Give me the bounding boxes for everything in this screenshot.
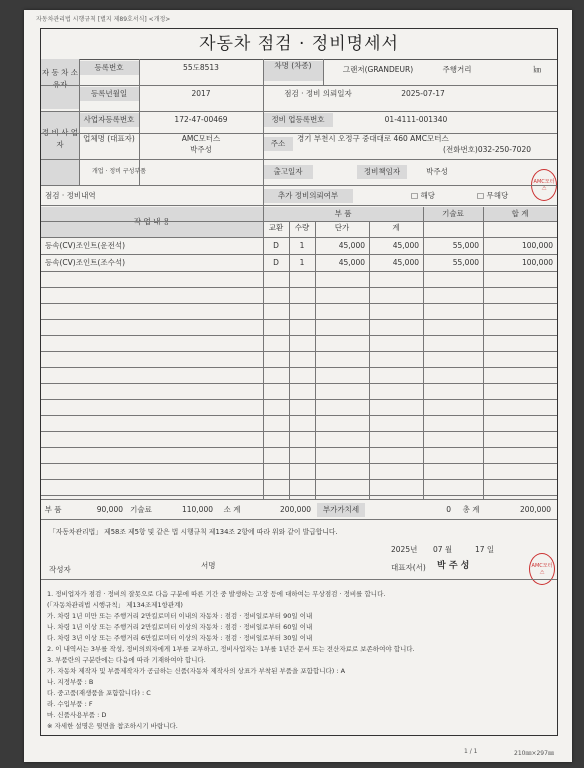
note-line: 나. 지정부품 : B	[47, 678, 94, 686]
grid-line	[263, 207, 264, 499]
totals-subtotal-label: 소 계	[223, 505, 241, 514]
reg-no-value: 55도8513	[183, 63, 219, 72]
note-line: 라. 수입부품 : F	[47, 700, 93, 708]
row-2-labor: 55,000	[452, 258, 479, 267]
row-1-work: 등속(CV)조인트(운전석)	[45, 241, 126, 250]
sub-header-type: 교환	[268, 223, 284, 232]
mileage-label: 주행거리	[442, 65, 472, 74]
note-line: 1. 정비업자가 점검 · 정비의 잘못으로 다음 구분에 따른 기간 중 발생하는 고장 등에 대하여는 무상점검 · 정비를 합니다.	[47, 590, 386, 598]
totals-grand-value: 200,000	[519, 505, 551, 514]
totals-labor-value: 110,000	[181, 505, 213, 514]
document-title: 자동차 점검 · 정비명세서	[41, 29, 557, 60]
row-2-type: D	[273, 258, 279, 267]
grid-line	[423, 207, 424, 499]
grid-line	[369, 221, 370, 499]
note-line: 다. 차령 3년 이상 또는 주행거리 6만킬로미터 이상의 자동차 : 점검 · 정비일로부터 30일 이내	[47, 634, 313, 642]
row-2-sum: 45,000	[392, 258, 419, 267]
grid-line	[41, 111, 557, 112]
header-note: 자동차관리법 시행규칙 [별지 제89호서식] <개정>	[36, 16, 171, 23]
grid-line	[41, 271, 557, 272]
rep-label: 대표자(서)	[391, 563, 426, 572]
totals-vat-value: 0	[446, 505, 451, 514]
warranty-no: □ 무해당	[477, 191, 509, 200]
grid-line	[41, 254, 557, 255]
grid-line	[41, 303, 557, 304]
row-2-price: 45,000	[338, 258, 365, 267]
total-header: 합 계	[483, 207, 557, 221]
shop-section-label: 정 비 사 업 자	[41, 111, 79, 185]
statement: 「자동차관리법」 제58조 제5항 및 같은 법 시행규칙 제134조 2항에 따라 위와 같이 발급합니다.	[49, 528, 338, 536]
totals-parts-value: 90,000	[96, 505, 123, 514]
license-no-value: 01-4111-001340	[384, 115, 448, 124]
grid-line	[41, 367, 557, 368]
reg-year-label: 등록년월일	[79, 87, 139, 101]
grid-line	[41, 383, 557, 384]
date-month: 07 월	[433, 545, 453, 554]
model-label: 차명 (차종)	[263, 61, 323, 81]
row-1-total: 100,000	[521, 241, 553, 250]
document-sheet	[24, 10, 572, 762]
grid-line	[41, 579, 557, 580]
model-value: 그랜저(GRANDEUR)	[342, 65, 414, 74]
biz-no-value: 172-47-00469	[174, 115, 228, 124]
grid-line	[41, 415, 557, 416]
grid-line	[139, 59, 140, 185]
totals-grand-label: 총 계	[462, 505, 480, 514]
labor-header: 기술료	[423, 207, 483, 221]
grid-line	[315, 221, 316, 499]
sub-header-qty: 수량	[294, 223, 310, 232]
row-2-total: 100,000	[521, 258, 553, 267]
note-line: 3. 부품란의 구분란에는 다음에 따라 기재하여야 합니다.	[47, 656, 206, 664]
cert-no-label: 출고일자	[263, 165, 313, 179]
shop-name-label: 업체명 (대표자)	[83, 134, 135, 143]
parts-header: 부 품	[263, 207, 423, 221]
grid-line	[41, 495, 557, 496]
form-frame	[40, 28, 558, 736]
writer-value: 서명	[201, 561, 216, 570]
warranty-yes: □ 해당	[411, 191, 435, 200]
grid-line	[79, 59, 80, 185]
note-line: 나. 차령 1년 이상 또는 주행거리 2만킬로미터 이상의 자동차 : 점검 · 정비일로부터 60일 이내	[47, 623, 313, 631]
row-1-qty: 1	[299, 241, 305, 250]
note-line: 2. 이 내역서는 3부를 작성, 정비의뢰자에게 1부를 교부하고, 정비사업자는 1부를 1년간 문서 또는 전산자료로 보존하여야 합니다.	[47, 645, 415, 653]
row-1-price: 45,000	[338, 241, 365, 250]
grid-line	[289, 221, 290, 499]
reg-year-value: 2017	[191, 89, 211, 98]
note-line: 가. 차령 1년 미만 또는 주행거리 2만킬로미터 이내의 자동차 : 점검 · 정비일로부터 90일 이내	[47, 612, 313, 620]
grid-line	[41, 185, 557, 186]
grid-line	[41, 431, 557, 432]
grid-line	[41, 351, 557, 352]
grid-line	[41, 447, 557, 448]
date-day: 17 일	[475, 545, 495, 554]
grid-line	[41, 399, 557, 400]
company-seal-top: AMC모터스	[531, 169, 557, 201]
grid-line	[41, 335, 557, 336]
grid-line	[41, 237, 557, 238]
row-2-work: 등속(CV)조인트(조수석)	[45, 258, 126, 267]
manager-label: 정비책임자	[357, 165, 407, 179]
grid-line	[41, 205, 557, 206]
inspection-date-value: 2025-07-17	[401, 89, 445, 98]
totals-vat-label: 부가가치세	[317, 503, 365, 517]
totals-labor-label: 기술료	[130, 505, 152, 514]
address-value: 경기 부천시 오정구 중대대로 460 AMC모터스	[297, 134, 449, 143]
date-year: 2025년	[391, 545, 418, 554]
grid-line	[41, 85, 557, 86]
biz-no-label: 사업자등록번호	[79, 113, 139, 127]
row-2-qty: 1	[299, 258, 305, 267]
note-line: 다. 중고품(재생품을 포함합니다) : C	[47, 689, 151, 697]
totals-subtotal-value: 200,000	[279, 505, 311, 514]
shop-name-value: AMC모터스	[181, 134, 221, 143]
warranty-label: 추가 정비의뢰여부	[263, 189, 353, 203]
note-line: (「자동차관리법 시행규칙」 제134조제1항관계)	[47, 601, 183, 609]
mileage-unit: ㎞	[533, 65, 541, 74]
rep-name: 박 주 성	[437, 561, 470, 571]
address-label: 주소	[263, 137, 293, 151]
license-no-label: 정비 업등록번호	[263, 113, 333, 127]
owner-section-label: 자 동 차 소유자	[41, 59, 79, 109]
sub-header-sum: 계	[392, 223, 400, 232]
grid-line	[41, 519, 557, 520]
row-1-type: D	[273, 241, 279, 250]
grid-line	[41, 221, 557, 222]
grid-line	[41, 159, 557, 160]
phone-value: (전화번호)032-250-7020	[443, 145, 531, 154]
work-header: 작 업 내 용	[41, 207, 263, 237]
reg-no-label: 등록번호	[79, 61, 139, 75]
company-seal-bottom: AMC모터스	[529, 553, 555, 585]
grid-line	[323, 59, 324, 85]
writer-label: 작성자	[49, 565, 71, 574]
totals-parts-label: 부 품	[44, 505, 62, 514]
note-line: 마. 신품사용부품 : D	[47, 711, 107, 719]
page-info: 1 / 1	[464, 748, 478, 755]
grid-line	[41, 499, 557, 500]
grid-line	[483, 207, 484, 499]
grid-line	[41, 319, 557, 320]
grid-line	[41, 287, 557, 288]
inspection-result-label: 점검 · 정비내역	[45, 191, 96, 200]
row-1-sum: 45,000	[392, 241, 419, 250]
grid-line	[41, 463, 557, 464]
inspection-date-label: 점검 · 정비 의뢰일자	[284, 89, 352, 98]
shop-rep-value: 박주성	[190, 145, 212, 154]
grid-line	[41, 479, 557, 480]
grid-line	[41, 133, 557, 134]
area-label: 개업 · 정비 구성부품	[92, 168, 146, 175]
paper-size: 210㎜×297㎜	[514, 750, 554, 757]
note-line: ※ 자세한 설명은 뒷면을 참조하시기 바랍니다.	[47, 722, 178, 730]
note-line: 가. 자동차 제작자 및 부품제작자가 공급하는 신품(자동차 제작사의 상표가 부착된 부품을 포함합니다) : A	[47, 667, 346, 675]
notes-section	[47, 589, 553, 732]
row-1-labor: 55,000	[452, 241, 479, 250]
sub-header-price: 단가	[334, 223, 350, 232]
manager-value: 박주성	[426, 167, 448, 176]
